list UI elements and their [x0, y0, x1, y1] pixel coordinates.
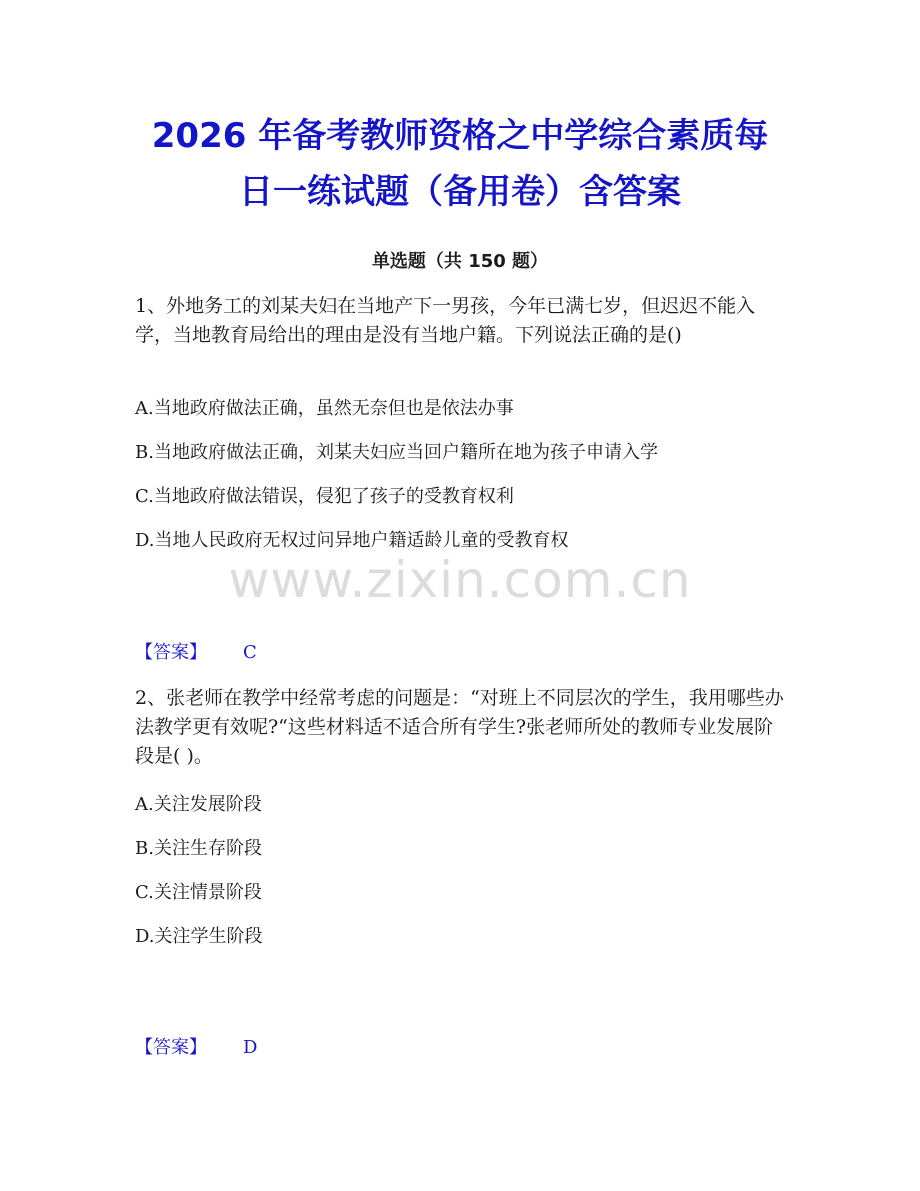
question-2-text: 2、张老师在教学中经常考虑的问题是：“对班上不同层次的学生，我用哪些办法教学更有效呢?“这些材料适不适合所有学生?张老师所处的教师专业发展阶段是( )。	[135, 687, 784, 767]
question-2-option-a: A.关注发展阶段	[135, 794, 262, 815]
question-2-option-b: B.关注生存阶段	[135, 838, 262, 859]
answer-label: 【答案】	[135, 1037, 207, 1058]
title-line-1: 2026 年备考教师资格之中学综合素质每	[151, 116, 769, 156]
question-2-option-c: C.关注情景阶段	[135, 882, 262, 903]
question-2-option-d: D.关注学生阶段	[135, 926, 263, 947]
answer-value: C	[243, 642, 257, 663]
question-1	[135, 292, 785, 350]
answer-label: 【答案】	[135, 642, 207, 663]
question-2-answer	[135, 1035, 257, 1061]
question-1-answer	[135, 640, 257, 666]
watermark: www.zixin.com.cn	[228, 551, 692, 609]
question-1-option-b: B.当地政府做法正确，刘某夫妇应当回户籍所在地为孩子申请入学	[135, 442, 658, 463]
answer-value: D	[243, 1037, 258, 1058]
question-2	[135, 684, 785, 771]
question-1-option-a: A.当地政府做法正确，虽然无奈但也是依法办事	[135, 398, 514, 419]
title-line-2: 日一练试题（备用卷）含答案	[239, 172, 681, 212]
question-1-text: 1、外地务工的刘某夫妇在当地产下一男孩，今年已满七岁，但迟迟不能入学，当地教育局给出的理由是没有当地户籍。下列说法正确的是()	[135, 295, 756, 346]
document-title	[80, 108, 840, 220]
section-heading: 单选题（共 150 题）	[371, 251, 549, 272]
question-1-option-d: D.当地人民政府无权过问异地户籍适龄儿童的受教育权	[135, 530, 569, 551]
question-1-option-c: C.当地政府做法错误，侵犯了孩子的受教育权利	[135, 486, 514, 507]
